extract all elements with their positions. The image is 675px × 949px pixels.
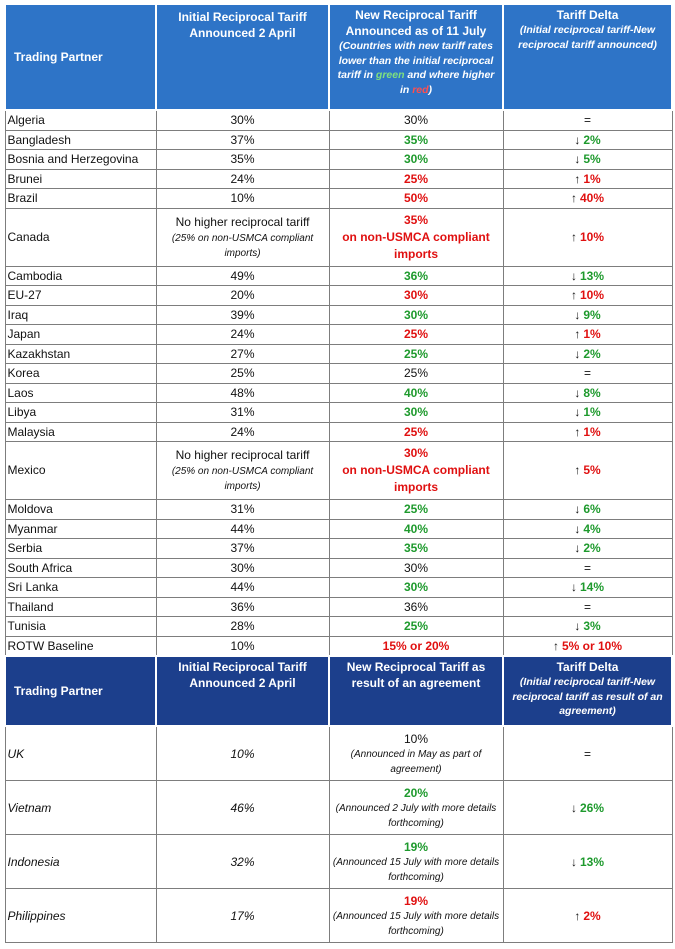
- tariff-delta-cell: [503, 344, 672, 364]
- header-new-tariff-title: New Reciprocal Tariff Announced as of 11 July: [345, 8, 487, 38]
- tariff-delta-value: 9%: [583, 307, 601, 322]
- tariff-table: [4, 3, 673, 943]
- tariff-delta-cell: [503, 286, 672, 306]
- table-row: [5, 519, 672, 539]
- header-tariff-delta-title: Tariff Delta: [556, 8, 619, 22]
- tariff-delta-cell: [503, 835, 672, 889]
- initial-tariff-cell: 44%: [156, 578, 329, 598]
- new-tariff-value: 36%: [403, 268, 429, 283]
- initial-tariff-cell: 32%: [156, 835, 329, 889]
- table-row: [5, 150, 672, 170]
- table-row: [5, 558, 672, 578]
- new-tariff-value: 19%: [403, 893, 429, 908]
- new-tariff-value: 36%: [403, 599, 429, 614]
- table-row: [5, 539, 672, 559]
- new-tariff-cell: [329, 150, 503, 170]
- down-arrow-icon: ↓: [574, 132, 581, 147]
- down-arrow-icon: ↓: [570, 580, 577, 595]
- new-tariff-cell: [329, 325, 503, 345]
- new-tariff-value: 30%: [403, 405, 429, 420]
- initial-tariff-cell: 37%: [156, 130, 329, 150]
- new-tariff-value: 30%: [403, 446, 429, 460]
- initial-tariff-cell: 30%: [156, 110, 329, 130]
- trading-partner-cell: Philippines: [5, 889, 156, 943]
- tariff-delta-value: 13%: [579, 268, 605, 283]
- new-tariff-value: 35%: [403, 132, 429, 147]
- tariff-delta-cell: [503, 636, 672, 656]
- new-tariff-value: 19%: [403, 839, 429, 854]
- table-row: [5, 169, 672, 189]
- tariff-delta-value: 5%: [583, 463, 601, 477]
- new-tariff-value: 30%: [403, 307, 429, 322]
- new-tariff-cell: [329, 781, 503, 835]
- initial-tariff-cell: 35%: [156, 150, 329, 170]
- tariff-delta-value: =: [583, 113, 591, 128]
- table-row: [5, 383, 672, 403]
- new-tariff-value: 40%: [403, 521, 429, 536]
- table-row: [5, 110, 672, 130]
- new-tariff-value: 15% or 20%: [382, 638, 450, 653]
- new-tariff-value: 25%: [403, 502, 429, 517]
- trading-partner-cell: Bosnia and Herzegovina: [5, 150, 156, 170]
- tariff-delta-value: 5%: [583, 152, 601, 167]
- trading-partner-cell: Japan: [5, 325, 156, 345]
- trading-partner-cell: Thailand: [5, 597, 156, 617]
- trading-partner-cell: Myanmar: [5, 519, 156, 539]
- new-tariff-value: 40%: [403, 385, 429, 400]
- down-arrow-icon: ↓: [574, 346, 581, 361]
- tariff-delta-value: 2%: [583, 908, 601, 923]
- trading-partner-cell: UK: [5, 726, 156, 781]
- new-tariff-cell: [329, 558, 503, 578]
- initial-tariff-cell: 48%: [156, 383, 329, 403]
- agreement-header-delta-note: (Initial reciprocal tariff-New reciprocal tariff as result of an agreement): [512, 676, 663, 717]
- trading-partner-cell: EU-27: [5, 286, 156, 306]
- trading-partner-cell: ROTW Baseline: [5, 636, 156, 656]
- new-tariff-cell: [329, 889, 503, 943]
- new-tariff-cell: [329, 539, 503, 559]
- tariff-delta-cell: [503, 110, 672, 130]
- new-tariff-value: 25%: [403, 366, 429, 381]
- agreement-row: [5, 781, 672, 835]
- trading-partner-cell: Libya: [5, 403, 156, 423]
- tariff-delta-cell: [503, 169, 672, 189]
- trading-partner-cell: Sri Lanka: [5, 578, 156, 598]
- trading-partner-cell: Moldova: [5, 500, 156, 520]
- trading-partner-cell: South Africa: [5, 558, 156, 578]
- tariff-delta-value: 6%: [583, 502, 601, 517]
- agreement-row: [5, 835, 672, 889]
- new-tariff-cell: [329, 617, 503, 637]
- new-tariff-cell: [329, 364, 503, 384]
- tariff-delta-value: 13%: [579, 854, 605, 869]
- new-tariff-cell: [329, 110, 503, 130]
- trading-partner-cell: Serbia: [5, 539, 156, 559]
- table-row: [5, 442, 672, 500]
- new-tariff-value: 30%: [403, 560, 429, 575]
- initial-tariff-cell: 27%: [156, 344, 329, 364]
- new-tariff-cell: [329, 403, 503, 423]
- tariff-delta-value: 2%: [583, 132, 601, 147]
- down-arrow-icon: ↓: [574, 502, 581, 517]
- initial-tariff-cell: [156, 442, 329, 500]
- down-arrow-icon: ↓: [570, 268, 577, 283]
- table-row: [5, 344, 672, 364]
- agreement-header-trading-partner: Trading Partner: [5, 656, 156, 726]
- table-row: [5, 286, 672, 306]
- trading-partner-cell: Cambodia: [5, 266, 156, 286]
- new-tariff-cell: [329, 266, 503, 286]
- new-tariff-value: 10%: [403, 731, 429, 746]
- table-row: [5, 189, 672, 209]
- header-initial-tariff: Initial Reciprocal Tariff Announced 2 April: [156, 4, 329, 110]
- initial-tariff-cell: 24%: [156, 325, 329, 345]
- initial-tariff-cell: 36%: [156, 597, 329, 617]
- new-tariff-note: (Announced in May as part of agreement): [350, 748, 482, 775]
- new-tariff-value: 35%: [403, 212, 429, 227]
- trading-partner-cell: Brunei: [5, 169, 156, 189]
- tariff-delta-cell: [503, 617, 672, 637]
- trading-partner-cell: Vietnam: [5, 781, 156, 835]
- agreement-header-delta-title: Tariff Delta: [556, 660, 619, 674]
- header-tariff-delta-note: (Initial reciprocal tariff-New reciprocal tariff announced): [518, 24, 657, 51]
- tariff-delta-value: =: [583, 599, 591, 614]
- country-rows: [5, 110, 672, 656]
- tariff-delta-cell: [503, 726, 672, 781]
- initial-tariff-cell: 31%: [156, 500, 329, 520]
- new-tariff-value: 30%: [403, 113, 429, 128]
- trading-partner-cell: Indonesia: [5, 835, 156, 889]
- initial-tariff-note: (25% on non-USMCA compliant imports): [171, 232, 314, 259]
- initial-tariff-cell: 44%: [156, 519, 329, 539]
- tariff-delta-cell: [503, 558, 672, 578]
- tariff-delta-cell: [503, 189, 672, 209]
- new-tariff-value: 35%: [403, 541, 429, 556]
- header-tariff-delta: [503, 4, 672, 110]
- down-arrow-icon: ↓: [574, 385, 581, 400]
- tariff-delta-value: 5% or 10%: [561, 638, 623, 653]
- down-arrow-icon: ↓: [574, 619, 581, 634]
- initial-tariff-cell: 39%: [156, 305, 329, 325]
- trading-partner-cell: Mexico: [5, 442, 156, 500]
- tariff-delta-value: 3%: [583, 619, 601, 634]
- new-tariff-note: (Announced 15 July with more details forthcoming): [332, 856, 500, 883]
- new-tariff-value: 25%: [403, 424, 429, 439]
- initial-tariff-cell: 10%: [156, 189, 329, 209]
- tariff-delta-cell: [503, 422, 672, 442]
- new-tariff-cell: [329, 597, 503, 617]
- up-arrow-icon: ↑: [552, 638, 559, 653]
- up-arrow-icon: ↑: [574, 463, 581, 477]
- new-tariff-cell: [329, 500, 503, 520]
- initial-tariff-cell: 20%: [156, 286, 329, 306]
- tariff-delta-value: 10%: [579, 229, 605, 244]
- initial-tariff-cell: 49%: [156, 266, 329, 286]
- up-arrow-icon: ↑: [574, 327, 581, 342]
- table-row: [5, 266, 672, 286]
- new-tariff-cell: [329, 726, 503, 781]
- new-tariff-cell: [329, 208, 503, 266]
- header-row: [5, 4, 672, 110]
- tariff-delta-cell: [503, 150, 672, 170]
- tariff-delta-cell: [503, 781, 672, 835]
- tariff-delta-cell: [503, 130, 672, 150]
- up-arrow-icon: ↑: [570, 288, 577, 303]
- table-row: [5, 597, 672, 617]
- new-tariff-cell: [329, 422, 503, 442]
- trading-partner-cell: Korea: [5, 364, 156, 384]
- tariff-delta-cell: [503, 889, 672, 943]
- initial-tariff-cell: [156, 208, 329, 266]
- new-tariff-extra: on non-USMCA compliant imports: [342, 463, 490, 494]
- new-tariff-value: 25%: [403, 327, 429, 342]
- down-arrow-icon: ↓: [574, 152, 581, 167]
- initial-tariff-cell: 31%: [156, 403, 329, 423]
- initial-tariff-cell: 25%: [156, 364, 329, 384]
- new-tariff-cell: [329, 519, 503, 539]
- new-tariff-value: 25%: [403, 619, 429, 634]
- table-row: [5, 403, 672, 423]
- tariff-delta-cell: [503, 578, 672, 598]
- agreement-header-tariff-delta: [503, 656, 672, 726]
- table-row: [5, 617, 672, 637]
- agreement-row: [5, 889, 672, 943]
- tariff-delta-cell: [503, 403, 672, 423]
- table-row: [5, 578, 672, 598]
- new-tariff-value: 30%: [403, 152, 429, 167]
- header-new-tariff-note: (Countries with new tariff rates lower than the initial reciprocal tariff in green and where higher in red): [337, 40, 495, 96]
- tariff-delta-cell: [503, 519, 672, 539]
- agreement-row: [5, 726, 672, 781]
- new-tariff-cell: [329, 344, 503, 364]
- table-row: [5, 636, 672, 656]
- initial-tariff-cell: 37%: [156, 539, 329, 559]
- new-tariff-note: (Announced 15 July with more details forthcoming): [332, 910, 500, 937]
- tariff-delta-value: 2%: [583, 541, 601, 556]
- initial-tariff-cell: 10%: [156, 726, 329, 781]
- new-tariff-value: 25%: [403, 171, 429, 186]
- new-tariff-cell: [329, 130, 503, 150]
- new-tariff-cell: [329, 286, 503, 306]
- tariff-delta-value: 14%: [579, 580, 605, 595]
- tariff-delta-cell: [503, 208, 672, 266]
- down-arrow-icon: ↓: [570, 800, 577, 815]
- up-arrow-icon: ↑: [570, 229, 577, 244]
- up-arrow-icon: ↑: [574, 424, 581, 439]
- initial-tariff-value: No higher reciprocal tariff: [175, 448, 310, 462]
- initial-tariff-value: No higher reciprocal tariff: [175, 214, 310, 229]
- initial-tariff-cell: 24%: [156, 422, 329, 442]
- agreement-header-row: [5, 656, 672, 726]
- new-tariff-cell: [329, 835, 503, 889]
- down-arrow-icon: ↓: [574, 541, 581, 556]
- new-tariff-value: 50%: [403, 191, 429, 206]
- agreement-rows: [5, 726, 672, 943]
- table-row: [5, 208, 672, 266]
- tariff-delta-value: 1%: [583, 327, 601, 342]
- tariff-delta-value: 40%: [579, 191, 605, 206]
- trading-partner-cell: Laos: [5, 383, 156, 403]
- up-arrow-icon: ↑: [574, 908, 581, 923]
- agreement-header-initial-tariff: Initial Reciprocal Tariff Announced 2 April: [156, 656, 329, 726]
- tariff-delta-value: 26%: [579, 800, 605, 815]
- tariff-delta-cell: [503, 364, 672, 384]
- agreement-header-new-tariff: New Reciprocal Tariff as result of an agreement: [329, 656, 503, 726]
- trading-partner-cell: Malaysia: [5, 422, 156, 442]
- tariff-delta-value: 1%: [583, 171, 601, 186]
- new-tariff-cell: [329, 442, 503, 500]
- tariff-delta-cell: [503, 597, 672, 617]
- table-row: [5, 364, 672, 384]
- initial-tariff-cell: 24%: [156, 169, 329, 189]
- tariff-delta-cell: [503, 266, 672, 286]
- tariff-delta-cell: [503, 442, 672, 500]
- table-row: [5, 130, 672, 150]
- tariff-delta-value: =: [583, 366, 591, 381]
- tariff-delta-value: =: [583, 560, 591, 575]
- table-row: [5, 422, 672, 442]
- trading-partner-cell: Kazakhstan: [5, 344, 156, 364]
- new-tariff-value: 30%: [403, 580, 429, 595]
- new-tariff-cell: [329, 169, 503, 189]
- tariff-table-page: [4, 3, 671, 943]
- table-row: [5, 325, 672, 345]
- header-new-tariff: [329, 4, 503, 110]
- table-row: [5, 305, 672, 325]
- initial-tariff-cell: 46%: [156, 781, 329, 835]
- trading-partner-cell: Algeria: [5, 110, 156, 130]
- tariff-delta-value: 1%: [583, 405, 601, 420]
- new-tariff-cell: [329, 305, 503, 325]
- down-arrow-icon: ↓: [574, 307, 581, 322]
- tariff-delta-cell: [503, 305, 672, 325]
- tariff-delta-value: 4%: [583, 521, 601, 536]
- tariff-delta-value: 2%: [583, 346, 601, 361]
- new-tariff-value: 30%: [403, 288, 429, 303]
- tariff-delta-cell: [503, 500, 672, 520]
- initial-tariff-cell: 10%: [156, 636, 329, 656]
- tariff-delta-cell: [503, 325, 672, 345]
- initial-tariff-cell: 28%: [156, 617, 329, 637]
- initial-tariff-note: (25% on non-USMCA compliant imports): [171, 466, 314, 492]
- table-row: [5, 500, 672, 520]
- new-tariff-note: (Announced 2 July with more details forthcoming): [335, 802, 497, 829]
- tariff-delta-cell: [503, 539, 672, 559]
- initial-tariff-cell: 17%: [156, 889, 329, 943]
- new-tariff-cell: [329, 578, 503, 598]
- trading-partner-cell: Brazil: [5, 189, 156, 209]
- up-arrow-icon: ↑: [570, 191, 577, 206]
- tariff-delta-value: =: [583, 746, 591, 761]
- tariff-delta-value: 1%: [583, 424, 601, 439]
- tariff-delta-cell: [503, 383, 672, 403]
- down-arrow-icon: ↓: [574, 405, 581, 420]
- tariff-delta-value: 10%: [579, 288, 605, 303]
- trading-partner-cell: Iraq: [5, 305, 156, 325]
- new-tariff-cell: [329, 189, 503, 209]
- new-tariff-extra: on non-USMCA compliant imports: [342, 229, 490, 261]
- header-trading-partner: Trading Partner: [5, 4, 156, 110]
- trading-partner-cell: Bangladesh: [5, 130, 156, 150]
- initial-tariff-cell: 30%: [156, 558, 329, 578]
- new-tariff-value: 20%: [403, 785, 429, 800]
- tariff-delta-value: 8%: [583, 385, 601, 400]
- new-tariff-cell: [329, 383, 503, 403]
- new-tariff-cell: [329, 636, 503, 656]
- up-arrow-icon: ↑: [574, 171, 581, 186]
- down-arrow-icon: ↓: [574, 521, 581, 536]
- trading-partner-cell: Tunisia: [5, 617, 156, 637]
- new-tariff-value: 25%: [403, 346, 429, 361]
- trading-partner-cell: Canada: [5, 208, 156, 266]
- down-arrow-icon: ↓: [570, 854, 577, 869]
